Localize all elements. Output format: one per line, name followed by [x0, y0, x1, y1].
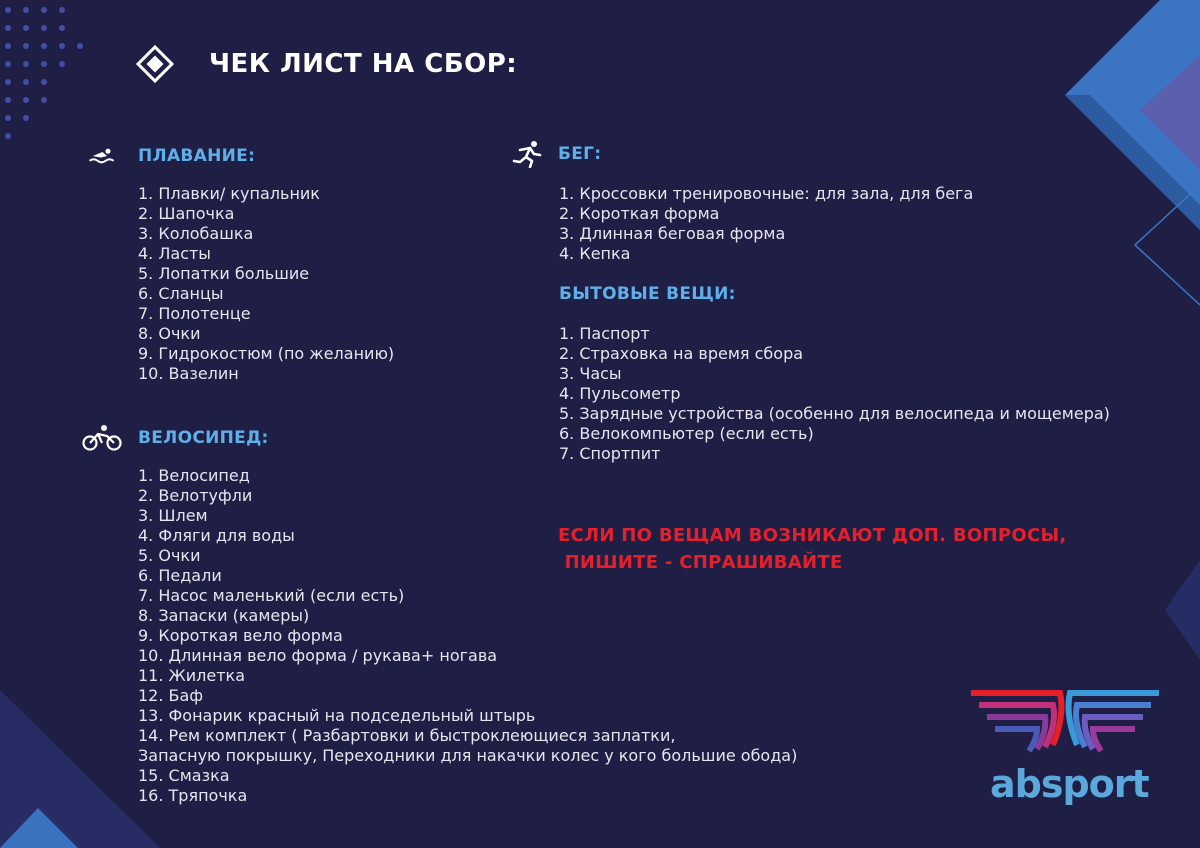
- section-title-cycling: ВЕЛОСИПЕД:: [138, 428, 269, 448]
- list-item: 2. Страховка на время сбора: [559, 344, 804, 363]
- list-item: 13. Фонарик красный на подседельный штырь: [138, 706, 536, 725]
- note-line: ЕСЛИ ПО ВЕЩАМ ВОЗНИКАЮТ ДОП. ВОПРОСЫ,: [558, 525, 1067, 546]
- list-item: 12. Баф: [138, 686, 203, 705]
- list-item: 3. Длинная беговая форма: [559, 224, 786, 243]
- list-item: 6. Велокомпьютер (если есть): [559, 424, 814, 443]
- section-header-running: [512, 140, 601, 168]
- list-item: 14. Рем комплект ( Разбартовки и быстроклеющиеся заплатки,: [138, 726, 676, 745]
- cycling-list: [138, 466, 797, 806]
- list-item: 7. Спортпит: [559, 444, 661, 463]
- diamond-icon: [135, 44, 175, 84]
- swimmer-icon: [88, 142, 120, 170]
- swimming-list: [138, 184, 394, 384]
- list-item: 10. Вазелин: [138, 364, 239, 383]
- list-item: 2. Велотуфли: [138, 486, 253, 505]
- list-item: 7. Насос маленький (если есть): [138, 586, 405, 605]
- list-item: 8. Очки: [138, 324, 201, 343]
- triangle-shape: [1165, 560, 1200, 660]
- list-item: 6. Сланцы: [138, 284, 224, 303]
- list-item: 15. Смазка: [138, 766, 230, 785]
- list-item: 10. Длинная вело форма / рукава+ ногава: [138, 646, 498, 665]
- dot-pattern: [5, 7, 83, 139]
- page-title: ЧЕК ЛИСТ НА СБОР:: [209, 49, 518, 79]
- list-item: 5. Зарядные устройства (особенно для велосипеда и мощемера): [559, 404, 1110, 423]
- list-item: 5. Лопатки большие: [138, 264, 310, 283]
- section-header-cycling: [82, 424, 269, 452]
- list-item: 2. Шапочка: [138, 204, 235, 223]
- note-line: ПИШИТЕ - СПРАШИВАЙТЕ: [558, 552, 843, 573]
- list-item: 11. Жилетка: [138, 666, 246, 685]
- list-item: 7. Полотенце: [138, 304, 251, 323]
- list-item: 3. Часы: [559, 364, 622, 383]
- list-item: 9. Гидрокостюм (по желанию): [138, 344, 395, 363]
- questions-note: [558, 522, 1067, 576]
- list-item: 5. Очки: [138, 546, 201, 565]
- list-item: 9. Короткая вело форма: [138, 626, 343, 645]
- logo-text: absport: [990, 762, 1149, 806]
- list-item: 4. Кепка: [559, 244, 631, 263]
- list-item: 1. Паспорт: [559, 324, 650, 343]
- bicycle-icon: [82, 424, 122, 452]
- list-item: 2. Короткая форма: [559, 204, 720, 223]
- section-header-household: [559, 284, 736, 304]
- list-item: 4. Ласты: [138, 244, 211, 263]
- list-item: 3. Шлем: [138, 506, 208, 525]
- running-list: [559, 184, 973, 264]
- list-item: Запасную покрышку, Переходники для накачки колес у кого большие обода): [138, 746, 798, 765]
- section-header-swimming: [88, 142, 255, 170]
- runner-icon: [512, 140, 544, 168]
- list-item: 4. Фляги для воды: [138, 526, 295, 545]
- page-header: [135, 44, 517, 84]
- list-item: 6. Педали: [138, 566, 222, 585]
- list-item: 4. Пульсометр: [559, 384, 681, 403]
- list-item: 16. Тряпочка: [138, 786, 248, 805]
- section-title-swimming: ПЛАВАНИЕ:: [138, 146, 256, 166]
- list-item: 3. Колобашка: [138, 224, 254, 243]
- section-title-household: БЫТОВЫЕ ВЕЩИ:: [559, 284, 736, 304]
- list-item: 8. Запаски (камеры): [138, 606, 310, 625]
- section-title-running: БЕГ:: [558, 144, 602, 164]
- list-item: 1. Кроссовки тренировочные: для зала, для бега: [559, 184, 974, 203]
- household-list: [559, 324, 1110, 464]
- list-item: 1. Велосипед: [138, 466, 250, 485]
- list-item: 1. Плавки/ купальник: [138, 184, 320, 203]
